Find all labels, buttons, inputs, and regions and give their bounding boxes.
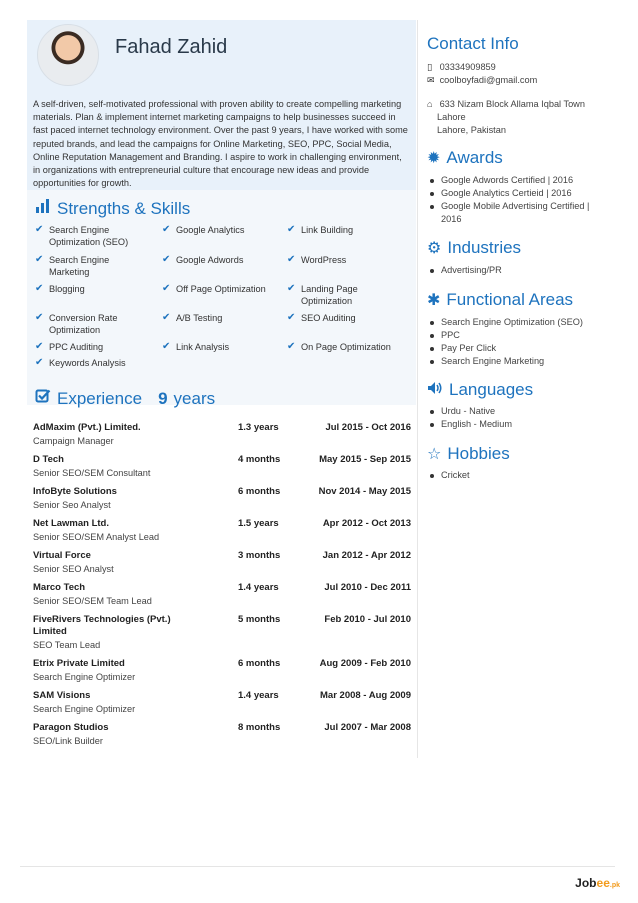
- skill-item: ✔ Google Analytics: [162, 224, 245, 235]
- job-duration: 5 months: [238, 614, 281, 625]
- checkmark-icon: ✔: [162, 254, 171, 265]
- checkmark-icon: ✔: [162, 224, 171, 235]
- job-dates: Apr 2012 - Oct 2013: [322, 518, 411, 529]
- checkmark-icon: ✔: [35, 341, 44, 352]
- job-duration: 6 months: [238, 486, 281, 497]
- profile-name: Fahad Zahid: [115, 36, 228, 58]
- checkmark-icon: ✔: [35, 312, 44, 323]
- awards-title: Awards: [446, 148, 503, 167]
- job-duration: 1.4 years: [238, 582, 279, 593]
- job-dates: Jul 2015 - Oct 2016: [325, 422, 411, 433]
- language-item: Urdu - Native: [427, 405, 607, 418]
- industry-item: Advertising/PR: [427, 264, 607, 277]
- industries-title: Industries: [447, 238, 522, 257]
- award-item: Google Analytics Certieid | 2016: [427, 187, 607, 200]
- awards-list: [427, 174, 607, 226]
- functional-area-item: Pay Per Click: [427, 342, 607, 355]
- skill-item: ✔ Conversion Rate Optimization: [35, 312, 118, 335]
- job-company: AdMaxim (Pvt.) Limited.: [33, 422, 141, 433]
- hobby-item: Cricket: [427, 469, 607, 482]
- checkbox-icon: [35, 388, 51, 409]
- award-item: Google Mobile Advertising Certified | 2016: [427, 200, 607, 226]
- job-role: Search Engine Optimizer: [33, 704, 136, 714]
- contact-address-line2: Lahore: [437, 112, 466, 122]
- job-dates: Jul 2007 - Mar 2008: [324, 722, 411, 733]
- bar-chart-icon: [35, 198, 51, 219]
- job-dates: May 2015 - Sep 2015: [319, 454, 411, 465]
- job-company: FiveRivers Technologies (Pvt.) Limited: [33, 614, 171, 637]
- gear-icon: ⚙: [427, 240, 442, 257]
- functional-areas-heading: [427, 290, 573, 310]
- logo-part-a: Job: [575, 876, 597, 890]
- functional-areas-title: Functional Areas: [446, 290, 574, 309]
- speaker-icon: [427, 381, 443, 400]
- logo-part-c: .pk: [609, 882, 620, 889]
- languages-list: [427, 405, 607, 431]
- checkmark-icon: ✔: [287, 224, 296, 235]
- skill-item: ✔ Off Page Optimization: [162, 283, 266, 294]
- contact-address-line1: 633 Nizam Block Allama Iqbal Town: [439, 99, 585, 109]
- checkmark-icon: ✔: [35, 254, 44, 265]
- contact-title: Contact Info: [427, 34, 519, 53]
- checkmark-icon: ✔: [287, 341, 296, 352]
- asterisk-icon: ✱: [427, 292, 441, 309]
- job-role: Senior SEO Analyst: [33, 564, 114, 574]
- job-dates: Feb 2010 - Jul 2010: [324, 614, 411, 625]
- checkmark-icon: ✔: [35, 357, 44, 368]
- skill-item: ✔ Keywords Analysis: [35, 357, 126, 368]
- contact-phone: [427, 61, 496, 73]
- skill-item: ✔ Landing Page Optimization: [287, 283, 358, 306]
- job-role: SEO/Link Builder: [33, 736, 103, 746]
- hobbies-list: [427, 469, 607, 482]
- hobbies-heading: [427, 444, 510, 464]
- jobee-logo[interactable]: [575, 876, 620, 890]
- job-dates: Mar 2008 - Aug 2009: [320, 690, 411, 701]
- job-duration: 1.4 years: [238, 690, 279, 701]
- skill-item: ✔ On Page Optimization: [287, 341, 391, 352]
- profile-summary: A self-driven, self-motivated professional with proven ability to create compelling marketing materials. Plan & implement internet marketing campaigns to help businesses succeed in fast paced internet technology environment. Over the past 9 years, I have worked with some reputed brands, and lead the campaigns for Online Marketing, SEO, PPC, Social Media, Online Reputation Management and Branding. I aspire to work in challenging environment, in organizations with entrepreneurial culture that encourage new ideas and provide opportunities for growth.: [33, 99, 408, 189]
- job-duration: 8 months: [238, 722, 281, 733]
- job-company: InfoByte Solutions: [33, 486, 117, 497]
- job-duration: 4 months: [238, 454, 281, 465]
- footer-divider: [20, 866, 615, 867]
- skill-item: ✔ Search Engine Optimization (SEO): [35, 224, 129, 247]
- skill-item: ✔ A/B Testing: [162, 312, 223, 323]
- checkmark-icon: ✔: [287, 254, 296, 265]
- job-role: Senior Seo Analyst: [33, 500, 111, 510]
- checkmark-icon: ✔: [162, 312, 171, 323]
- job-dates: Jan 2012 - Apr 2012: [322, 550, 411, 561]
- sidebar-column: [417, 20, 613, 758]
- job-duration: 1.3 years: [238, 422, 279, 433]
- mobile-phone-icon: ▯: [427, 62, 433, 72]
- main-column: [27, 20, 416, 758]
- starburst-icon: ✹: [427, 150, 441, 167]
- job-company: Etrix Private Limited: [33, 658, 125, 669]
- skill-item: ✔ WordPress: [287, 254, 347, 265]
- skill-item: ✔ Link Building: [287, 224, 354, 235]
- contact-address-line3: Lahore, Pakistan: [437, 125, 506, 135]
- job-role: Senior SEO/SEM Consultant: [33, 468, 151, 478]
- contact-address: [427, 98, 585, 110]
- skills-title: Strengths & Skills: [57, 198, 191, 218]
- awards-heading: [427, 148, 503, 168]
- skill-item: ✔ Blogging: [35, 283, 85, 294]
- checkmark-icon: ✔: [162, 283, 171, 294]
- functional-areas-list: [427, 316, 607, 368]
- job-duration: 3 months: [238, 550, 281, 561]
- job-company: D Tech: [33, 454, 64, 465]
- hobbies-title: Hobbies: [447, 444, 510, 463]
- job-dates: Jul 2010 - Dec 2011: [324, 582, 411, 593]
- job-role: Senior SEO/SEM Team Lead: [33, 596, 152, 606]
- job-company: Paragon Studios: [33, 722, 109, 733]
- skill-item: ✔ PPC Auditing: [35, 341, 104, 352]
- checkmark-icon: ✔: [287, 312, 296, 323]
- experience-years-number: 9: [158, 388, 168, 408]
- job-role: Search Engine Optimizer: [33, 672, 136, 682]
- envelope-icon: ✉: [427, 75, 435, 85]
- job-duration: 1.5 years: [238, 518, 279, 529]
- job-company: SAM Visions: [33, 690, 91, 701]
- language-item: English - Medium: [427, 418, 607, 431]
- home-icon: ⌂: [427, 99, 433, 109]
- experience-years-label: years: [173, 388, 216, 408]
- job-role: Senior SEO/SEM Analyst Lead: [33, 532, 160, 542]
- skill-item: ✔ SEO Auditing: [287, 312, 356, 323]
- contact-email-value: coolboyfadi@gmail.com: [439, 75, 538, 85]
- job-dates: Nov 2014 - May 2015: [318, 486, 411, 497]
- languages-title: Languages: [449, 380, 534, 399]
- job-company: Marco Tech: [33, 582, 86, 593]
- skills-heading: [35, 198, 190, 219]
- experience-heading: [35, 388, 215, 409]
- contact-phone-value: 03334909859: [439, 62, 496, 72]
- functional-area-item: PPC: [427, 329, 607, 342]
- award-item: Google Adwords Certified | 2016: [427, 174, 607, 187]
- skill-item: ✔ Search Engine Marketing: [35, 254, 110, 277]
- checkmark-icon: ✔: [287, 283, 296, 294]
- profile-header: [27, 20, 416, 190]
- profile-photo: [37, 24, 99, 86]
- job-dates: Aug 2009 - Feb 2010: [319, 658, 411, 669]
- industries-heading: [427, 238, 521, 258]
- job-duration: 6 months: [238, 658, 281, 669]
- skill-item: ✔ Google Adwords: [162, 254, 244, 265]
- industries-list: [427, 264, 607, 277]
- functional-area-item: Search Engine Marketing: [427, 355, 607, 368]
- logo-part-b: ee: [596, 876, 610, 890]
- job-role: Campaign Manager: [33, 436, 114, 446]
- checkmark-icon: ✔: [35, 224, 44, 235]
- languages-heading: [427, 380, 533, 400]
- star-outline-icon: ☆: [427, 446, 442, 463]
- checkmark-icon: ✔: [162, 341, 171, 352]
- experience-title: Experience: [57, 388, 143, 408]
- skill-item: ✔ Link Analysis: [162, 341, 230, 352]
- checkmark-icon: ✔: [35, 283, 44, 294]
- contact-email: [427, 74, 537, 86]
- job-role: SEO Team Lead: [33, 640, 101, 650]
- functional-area-item: Search Engine Optimization (SEO): [427, 316, 607, 329]
- job-company: Net Lawman Ltd.: [33, 518, 110, 529]
- job-company: Virtual Force: [33, 550, 91, 561]
